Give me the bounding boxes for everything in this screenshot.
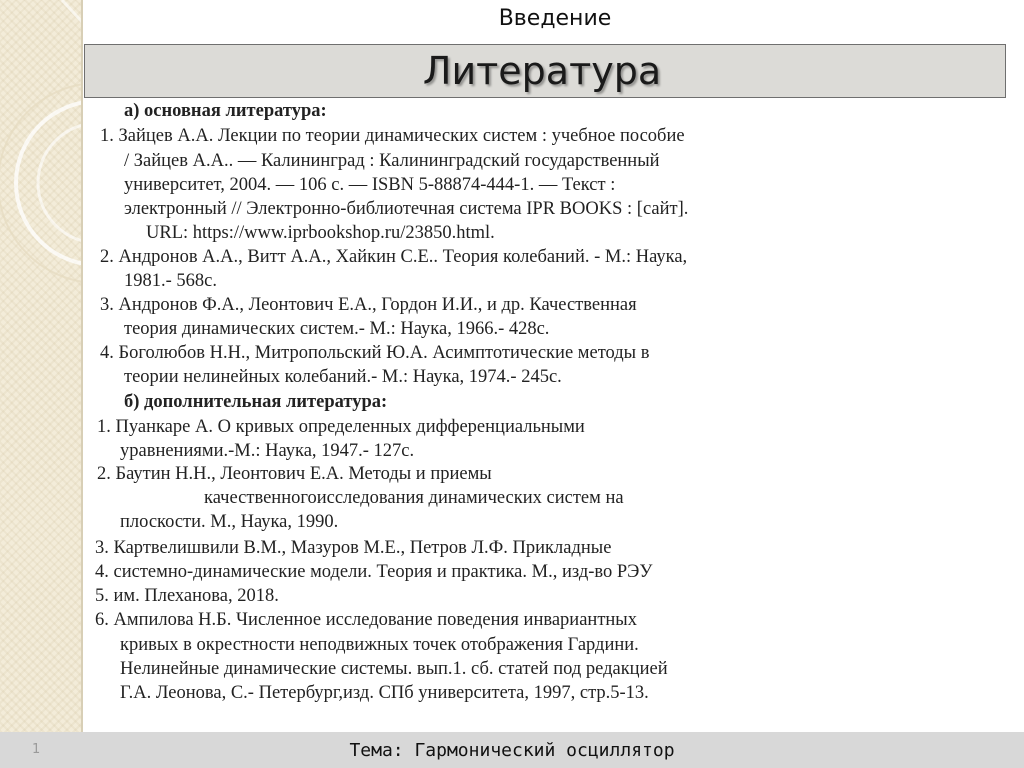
side-band-edge	[81, 0, 83, 732]
main-ref-1-line-4: электронный // Электронно-библиотечная система IPR BOOKS : [сайт].	[124, 199, 689, 219]
slide-title-box	[84, 44, 1006, 98]
add-ref-6-line-1: 6. Ампилова Н.Б. Численное исследование поведения инвариантных	[95, 610, 637, 630]
add-ref-6-line-2: кривых в окрестности неподвижных точек отображения Гардини.	[120, 635, 639, 655]
add-ref-6-line-3: Нелинейные динамические системы. вып.1. сб. статей под редакцией	[120, 659, 668, 679]
slide-title: Литература	[422, 49, 662, 93]
add-ref-6-line-4: Г.А. Леонова, С.- Петербург,изд. СПб университета, 1997, стр.5-13.	[120, 683, 649, 703]
main-ref-4-line-1: 4. Боголюбов Н.Н., Митропольский Ю.А. Асимптотические методы в	[100, 343, 650, 363]
main-ref-1-url: URL: https://www.iprbookshop.ru/23850.html.	[146, 223, 495, 243]
slide-number: 1	[32, 742, 41, 757]
add-ref-3-line: 3. Картвелишвили В.М., Мазуров М.Е., Петров Л.Ф. Прикладные	[95, 538, 612, 558]
main-ref-3-line-2: теория динамических систем.- М.: Наука, 1966.- 428с.	[124, 319, 550, 339]
main-ref-1-line-1: 1. Зайцев А.А. Лекции по теории динамических систем : учебное пособие	[100, 126, 685, 146]
header-title: Введение	[498, 6, 612, 31]
main-ref-3-line-1: 3. Андронов Ф.А., Леонтович Е.А., Гордон И.И., и др. Качественная	[100, 295, 637, 315]
add-ref-2-line-1: 2. Баутин Н.Н., Леонтович Е.А. Методы и приемы	[97, 464, 492, 484]
decorative-side-band	[0, 0, 83, 732]
add-ref-1-line-2: уравнениями.-М.: Наука, 1947.- 127с.	[120, 441, 415, 461]
add-ref-4-line: 4. системно-динамические модели. Теория и практика. М., изд-во РЭУ	[95, 562, 653, 582]
main-ref-1-line-2: / Зайцев А.А.. — Калининград : Калининградский государственный	[124, 151, 660, 171]
section-main-heading: а) основная литература:	[124, 101, 327, 121]
main-ref-2-line-1: 2. Андронов А.А., Витт А.А., Хайкин С.Е.. Теория колебаний. - М.: Наука,	[100, 247, 688, 267]
add-ref-5-line: 5. им. Плеханова, 2018.	[95, 586, 279, 606]
main-ref-1-line-3: университет, 2004. — 106 с. — ISBN 5-88874-444-1. — Текст :	[124, 175, 616, 195]
main-ref-2-line-2: 1981.- 568с.	[124, 271, 217, 291]
main-ref-4-line-2: теории нелинейных колебаний.- М.: Наука, 1974.- 245с.	[124, 367, 562, 387]
add-ref-2-line-3: плоскости. М., Наука, 1990.	[120, 512, 339, 532]
decorative-arcs	[0, 0, 83, 732]
footer-topic: Тема: Гармонический осциллятор	[349, 740, 675, 761]
add-ref-2-line-2: качественногоисследования динамических систем на	[204, 488, 624, 508]
add-ref-1-line-1: 1. Пуанкаре А. О кривых определенных дифференциальными	[97, 417, 585, 437]
section-additional-heading: б) дополнительная литература:	[124, 392, 388, 412]
